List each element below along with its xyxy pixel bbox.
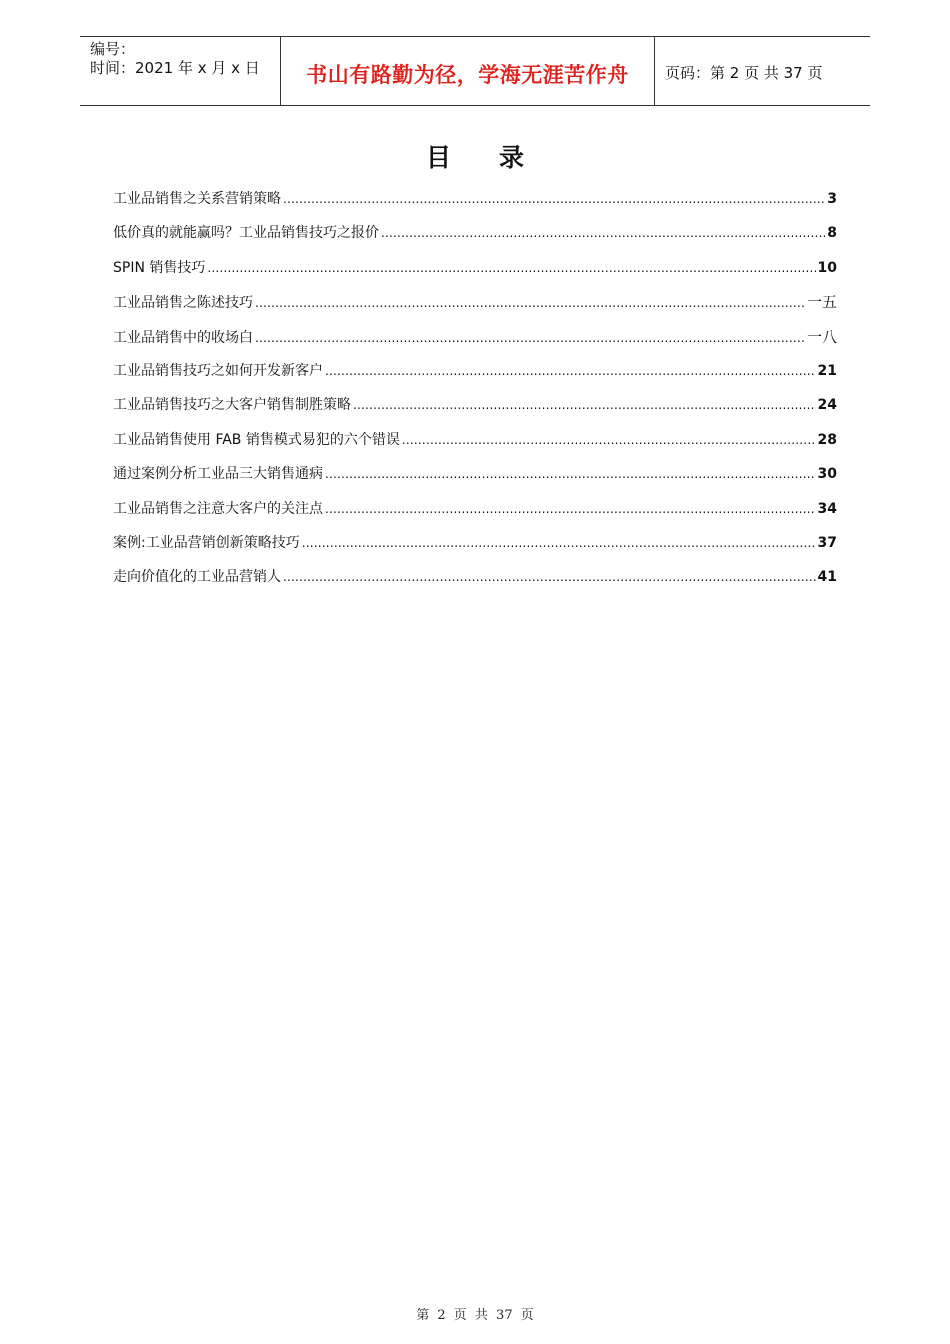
toc-entry-page: 一八 (806, 327, 837, 346)
page-footer: 第 2 页 共 37 页 (416, 1308, 534, 1323)
toc-entry-title: 工业品销售中的收场白 (113, 329, 253, 346)
header-motto: 书山有路勤为径，学海无涯苦作舟 (306, 63, 629, 87)
toc-entry-page: 37 (817, 534, 837, 551)
toc-entry[interactable] (113, 566, 837, 600)
toc-entry-page: 21 (817, 362, 837, 379)
toc-entry-title: SPIN 销售技巧 (113, 259, 206, 276)
toc-entry-page: 一五 (806, 293, 837, 312)
toc-entry[interactable] (113, 257, 837, 291)
header-motto-cell (281, 37, 655, 105)
toc-entry-title: 走向价值化的工业品营销人 (113, 569, 281, 586)
toc-entry-title: 工业品销售之关系营销策略 (113, 191, 281, 207)
toc-leader-dots (353, 398, 816, 412)
toc-entry-title: 工业品销售技巧之大客户销售制胜策略 (113, 397, 351, 414)
toc-entry-page: 28 (817, 431, 837, 448)
toc-entry[interactable] (113, 463, 837, 497)
toc-entry[interactable] (113, 188, 837, 222)
toc-entry-title: 工业品销售之陈述技巧 (113, 295, 253, 312)
toc-entry-page: 24 (817, 397, 837, 414)
toc-leader-dots (381, 226, 825, 240)
toc-entry[interactable] (113, 326, 837, 360)
toc-entry-title: 工业品销售使用 FAB 销售模式易犯的六个错误 (113, 431, 400, 448)
toc-entry[interactable] (113, 532, 837, 566)
toc-entry-title: 通过案例分析工业品三大销售通病 (113, 466, 323, 483)
header-page-cell (655, 37, 870, 105)
toc-entry[interactable] (113, 291, 837, 325)
toc-leader-dots (325, 502, 816, 516)
toc-entry-page: 30 (817, 466, 837, 483)
toc-entry-title: 案例:工业品营销创新策略技巧 (113, 534, 300, 551)
toc-leader-dots (302, 536, 816, 550)
header-time: 时间：2021 年 x 月 x 日 (90, 59, 260, 77)
toc-leader-dots (402, 433, 816, 447)
toc-entry-title: 工业品销售技巧之如何开发新客户 (113, 362, 323, 379)
header-number-label: 编号： (90, 40, 136, 58)
toc-entry-page: 3 (827, 191, 837, 207)
toc-leader-dots (325, 467, 816, 481)
toc-entry-title: 工业品销售之注意大客户的关注点 (113, 500, 323, 517)
toc-entry[interactable] (113, 498, 837, 532)
toc-entry-title: 低价真的就能赢吗？工业品销售技巧之报价 (113, 225, 379, 242)
toc-entry[interactable] (113, 394, 837, 428)
header-page-info: 页码：第 2 页 共 37 页 (665, 63, 823, 82)
toc-leader-dots (283, 570, 816, 584)
toc-leader-dots (255, 331, 805, 345)
toc-entry[interactable] (113, 360, 837, 394)
toc-leader-dots (325, 364, 816, 378)
toc-entry-page: 34 (817, 500, 837, 517)
toc-entry-page: 8 (827, 225, 837, 242)
page-header (80, 36, 870, 106)
toc-entry[interactable] (113, 222, 837, 256)
toc-leader-dots (207, 261, 815, 275)
toc-title: 目录 (425, 143, 572, 172)
header-meta-cell (80, 37, 281, 105)
toc-leader-dots (283, 192, 825, 206)
toc-entry-page: 10 (817, 259, 837, 276)
toc-entry[interactable] (113, 429, 837, 463)
toc-entry-page: 41 (817, 569, 837, 586)
table-of-contents (113, 188, 837, 601)
toc-leader-dots (255, 296, 805, 310)
